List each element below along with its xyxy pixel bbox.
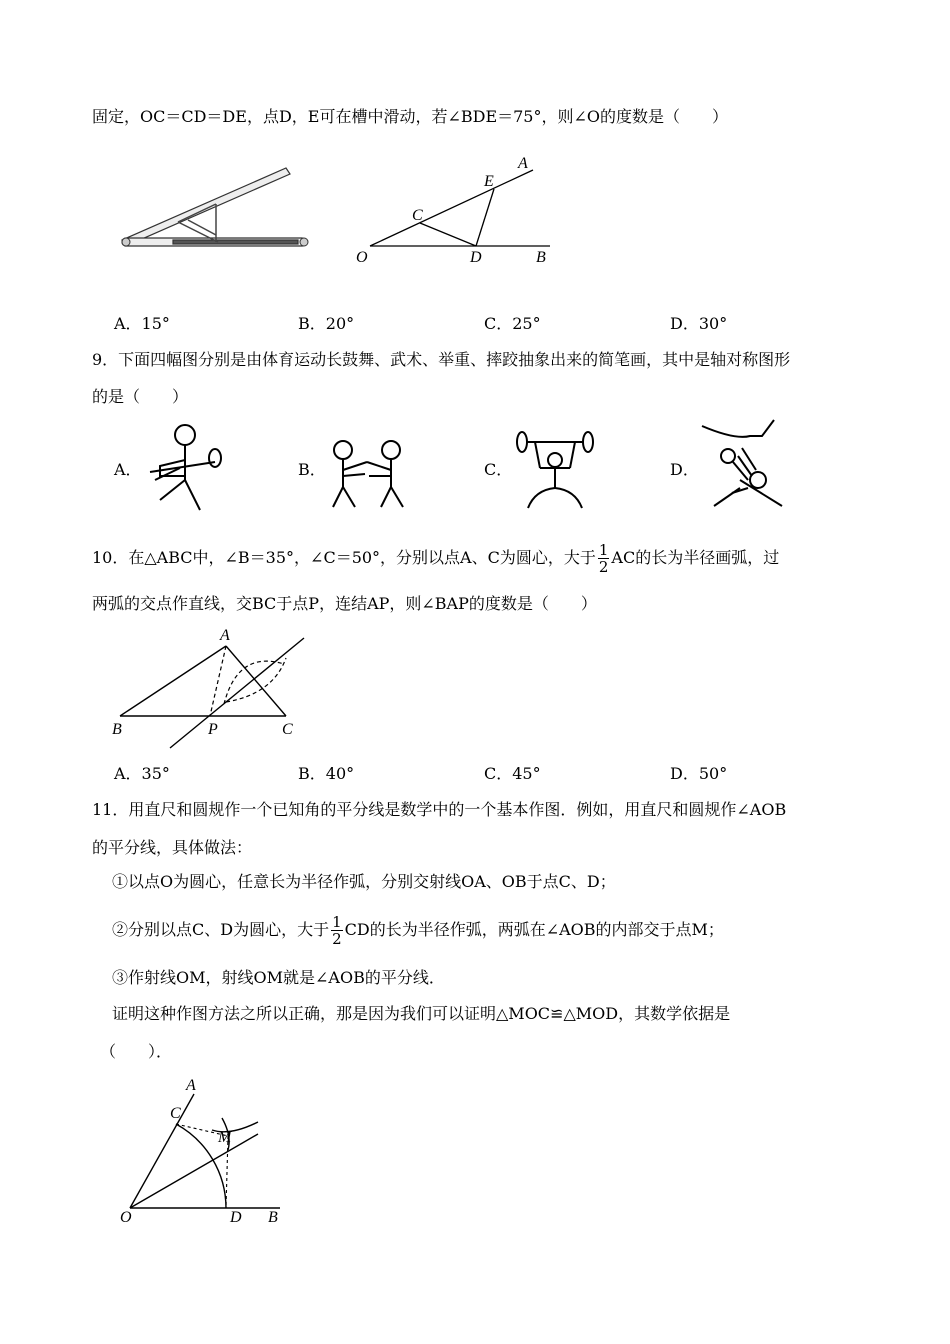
- q10-line1: [92, 538, 779, 578]
- label-a: A: [518, 155, 528, 172]
- q9-figure-c-weightlifting: [510, 428, 600, 513]
- q9-figure-a-drum-dance: [140, 420, 230, 515]
- q10-triangle-figure: [108, 622, 318, 752]
- q11-step1: ①以点O为圆心，任意长为半径作弧，分别交射线OA、OB于点C、D；: [112, 872, 616, 891]
- label-a: A: [186, 1077, 196, 1094]
- q10-fraction: [598, 542, 610, 575]
- label-c: C: [412, 207, 423, 224]
- q10-frac-denominator: 2: [598, 558, 609, 576]
- q11-answer-blank[interactable]: （ ）．: [100, 1042, 173, 1061]
- q10-line1-part-a: 10．在△ABC中，∠B＝35°，∠C＝50°，分别以点A、C为圆心，大于: [92, 548, 596, 567]
- q10-frac-numerator: 1: [598, 541, 609, 559]
- label-o: O: [356, 249, 368, 266]
- label-b: B: [536, 249, 546, 266]
- segment-ap: [210, 646, 226, 716]
- label-d: D: [230, 1209, 242, 1226]
- q8-option-c[interactable]: C．25°: [484, 314, 541, 333]
- ray-oa: [370, 170, 533, 246]
- q10-line1-part-b: AC的长为半径画弧，过: [611, 548, 780, 567]
- side-ac: [226, 646, 286, 716]
- q11-frac-denominator: 2: [332, 930, 342, 948]
- label-m: M: [218, 1129, 232, 1146]
- label-d: D: [470, 249, 482, 266]
- label-o: O: [120, 1209, 132, 1226]
- q9-figure-d-wrestling: [700, 418, 790, 513]
- q11-step3: ③作射线OM，射线OM就是∠AOB的平分线．: [112, 968, 445, 987]
- q11-line1: 11．用直尺和圆规作一个已知角的平分线是数学中的一个基本作图．例如，用直尺和圆规作∠AOB: [92, 800, 787, 819]
- q11-frac-numerator: 1: [332, 913, 342, 931]
- ray-om: [130, 1134, 258, 1208]
- q8-device-illustration: [118, 160, 318, 260]
- q10-option-b[interactable]: B．40°: [298, 764, 355, 783]
- q11-step2-part-b: CD的长为半径作弧，两弧在∠AOB的内部交于点M；: [344, 920, 724, 939]
- q9-figure-b-martial-arts: [325, 432, 410, 512]
- arc-from-a: [224, 661, 284, 704]
- q9-line1: 9．下面四幅图分别是由体育运动长鼓舞、武术、举重、摔跤抽象出来的简笔画，其中是轴对称图形: [92, 350, 791, 369]
- label-p: P: [208, 721, 218, 738]
- label-a: A: [220, 627, 230, 644]
- q8-geometry-figure: [350, 150, 560, 270]
- q8-stem-tail: 固定，OC＝CD＝DE，点D，E可在槽中滑动，若∠BDE＝75°，则∠O的度数是（ ）: [92, 107, 729, 126]
- label-b: B: [112, 721, 122, 738]
- q9-option-d-label[interactable]: D．: [670, 460, 699, 479]
- q8-option-b[interactable]: B．20°: [298, 314, 355, 333]
- q11-proof-text: 证明这种作图方法之所以正确，那是因为我们可以证明△MOC≌△MOD，其数学依据是: [112, 1004, 731, 1023]
- label-e: E: [484, 173, 494, 190]
- q10-option-c[interactable]: C．45°: [484, 764, 541, 783]
- segment-cd: [420, 223, 476, 246]
- ray-oa: [130, 1094, 194, 1208]
- q9-line2: 的是（ ）: [92, 387, 189, 406]
- q11-angle-bisector-figure: [118, 1078, 298, 1228]
- q10-line2: 两弧的交点作直线，交BC于点P，连结AP，则∠BAP的度数是（ ）: [92, 594, 597, 613]
- q11-step2-part-a: ②分别以点C、D为圆心，大于: [112, 920, 330, 939]
- label-c: C: [282, 721, 293, 738]
- q11-step2: [112, 910, 724, 950]
- segment-de: [476, 189, 494, 246]
- q9-option-a-label[interactable]: A．: [114, 460, 142, 479]
- segment-dm: [226, 1136, 228, 1208]
- label-c: C: [170, 1105, 181, 1122]
- q10-option-a[interactable]: A．35°: [114, 764, 170, 783]
- q11-fraction: [331, 914, 343, 947]
- side-ab: [120, 646, 226, 716]
- q8-option-d[interactable]: D．30°: [670, 314, 728, 333]
- q8-option-a[interactable]: A．15°: [114, 314, 170, 333]
- q10-option-d[interactable]: D．50°: [670, 764, 728, 783]
- q11-line2: 的平分线，具体做法：: [92, 838, 253, 857]
- q9-option-c-label[interactable]: C．: [484, 460, 513, 479]
- label-b: B: [268, 1209, 278, 1226]
- q9-option-b-label[interactable]: B．: [298, 460, 326, 479]
